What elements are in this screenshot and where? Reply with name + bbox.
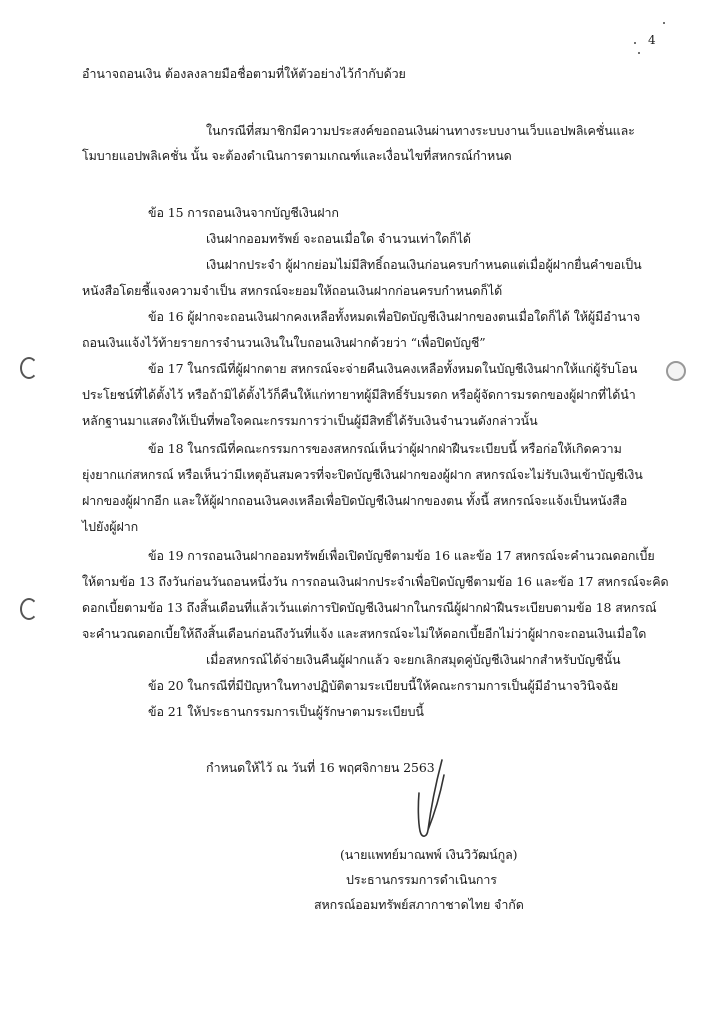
clause-16: ข้อ 16 ผู้ฝากจะถอนเงินฝากคงเหลือทั้งหมดเพื่อปิดบัญชีเงินฝากของตนเมื่อใดก็ได้ ให้ผู้มีอำนาจ: [148, 309, 641, 324]
scan-speck: [663, 22, 665, 24]
clause-18-cont-3: ไปยังผู้ฝาก: [82, 519, 139, 534]
signature: [400, 755, 460, 845]
text-line-3: โมบายแอปพลิเคชั่น นั้น จะต้องดำเนินการตามเกณฑ์และเงื่อนไขที่สหกรณ์กำหนด: [82, 148, 512, 163]
text-line-2: ในกรณีที่สมาชิกมีความประสงค์ขอถอนเงินผ่านทางระบบงานเว็บแอปพลิเคชั่นและ: [206, 123, 635, 138]
clause-19-cont-4: เมื่อสหกรณ์ได้จ่ายเงินคืนผู้ฝากแล้ว จะยกเลิกสมุดคู่บัญชีเงินฝากสำหรับบัญชีนั้น: [206, 652, 621, 667]
page-number: 4: [648, 33, 656, 47]
clause-18: ข้อ 18 ในกรณีที่คณะกรรมการของสหกรณ์เห็นว่าผู้ฝากฝ่าฝืนระเบียบนี้ หรือก่อให้เกิดความ: [148, 441, 622, 456]
clause-15-savings: เงินฝากออมทรัพย์ จะถอนเมื่อใด จำนวนเท่าใดก็ได้: [206, 231, 471, 246]
signer-name: (นายแพทย์มาณพพ์ เงินวิวัฒน์กูล): [340, 847, 518, 862]
clause-16-cont: ถอนเงินแจ้งไว้ท้ายรายการจำนวนเงินในใบถอนเงินฝากด้วยว่า “เพื่อปิดบัญชี”: [82, 335, 486, 350]
clause-15-fixed: เงินฝากประจำ ผู้ฝากย่อมไม่มีสิทธิ์ถอนเงินก่อนครบกำหนดแต่เมื่อผู้ฝากยื่นคำขอเป็น: [206, 257, 642, 272]
scan-speck: [638, 52, 640, 54]
clause-17-cont-2: หลักฐานมาแสดงให้เป็นที่พอใจคณะกรรมการว่าเป็นผู้มีสิทธิ์ได้รับเงินจำนวนดังกล่าวนั้น: [82, 413, 538, 428]
clause-21: ข้อ 21 ให้ประธานกรรมการเป็นผู้รักษาตามระเบียบนี้: [148, 704, 424, 719]
clause-15-fixed-cont: หนังสือโดยชี้แจงความจำเป็น สหกรณ์จะยอมให้ถอนเงินฝากก่อนครบกำหนดก็ได้: [82, 283, 503, 298]
punch-hole-left-upper: [20, 357, 38, 379]
clause-18-cont-2: ฝากของผู้ฝากอีก และให้ผู้ฝากถอนเงินคงเหลือเพื่อปิดบัญชีเงินฝากของตน ทั้งนี้ สหกรณ์จะแจ้งเป็นหนังสือ: [82, 493, 628, 508]
punch-hole-left-lower: [20, 598, 38, 620]
clause-17-cont-1: ประโยชน์ที่ได้ตั้งไว้ หรือถ้ามิได้ตั้งไว้ก็คืนให้แก่ทายาทผู้มีสิทธิ์รับมรดก หรือผู้จัดการมรดกของผู้ฝากที่ได้นำ: [82, 387, 636, 402]
scan-speck: [634, 42, 636, 44]
clause-19-cont-3: จะคำนวณดอกเบี้ยให้ถึงสิ้นเดือนก่อนถึงวันที่แจ้ง และสหกรณ์จะไม่ให้ดอกเบี้ยอีกไม่ว่าผู้ฝากจะถอนเงินเมื่อใด: [82, 626, 647, 641]
signer-title: ประธานกรรมการดำเนินการ: [346, 872, 497, 887]
clause-19-cont-1: ให้ตามข้อ 13 ถึงวันก่อนวันถอนหนึ่งวัน การถอนเงินฝากประจำเพื่อปิดบัญชีตามข้อ 16 และข้อ 17 สหกรณ์จะคิด: [82, 574, 669, 589]
clause-19: ข้อ 19 การถอนเงินฝากออมทรัพย์เพื่อเปิดบัญชีตามข้อ 16 และข้อ 17 สหกรณ์จะคำนวณดอกเบี้ย: [148, 548, 655, 563]
clause-17: ข้อ 17 ในกรณีที่ผู้ฝากตาย สหกรณ์จะจ่ายคืนเงินคงเหลือทั้งหมดในบัญชีเงินฝากให้แก่ผู้รับโอน: [148, 361, 638, 376]
clause-15-heading: ข้อ 15 การถอนเงินจากบัญชีเงินฝาก: [148, 205, 339, 220]
organization-name: สหกรณ์ออมทรัพย์สภากาชาดไทย จำกัด: [314, 897, 524, 912]
clause-18-cont-1: ยุ่งยากแก่สหกรณ์ หรือเห็นว่ามีเหตุอันสมควรที่จะปิดบัญชีเงินฝากของผู้ฝาก สหกรณ์จะไม่รับเงินเข้าบัญชีเงิน: [82, 467, 643, 482]
clause-20: ข้อ 20 ในกรณีที่มีปัญหาในทางปฏิบัติตามระเบียบนี้ให้คณะกรามการเป็นผู้มีอำนาจวินิจฉัย: [148, 678, 619, 693]
issue-date: กำหนดให้ไว้ ณ วันที่ 16 พฤศจิกายน 2563: [206, 760, 435, 775]
punch-hole-right: [666, 361, 686, 381]
clause-19-cont-2: ดอกเบี้ยตามข้อ 13 ถึงสิ้นเดือนที่แล้วเว้นแต่การปิดบัญชีเงินฝากในกรณีผู้ฝากฝ่าฝืนระเบียบตามข้อ 18 สหกรณ์: [82, 600, 657, 615]
text-line-1: อำนาจถอนเงิน ต้องลงลายมือชื่อตามที่ให้ตัวอย่างไว้กำกับด้วย: [82, 66, 406, 81]
